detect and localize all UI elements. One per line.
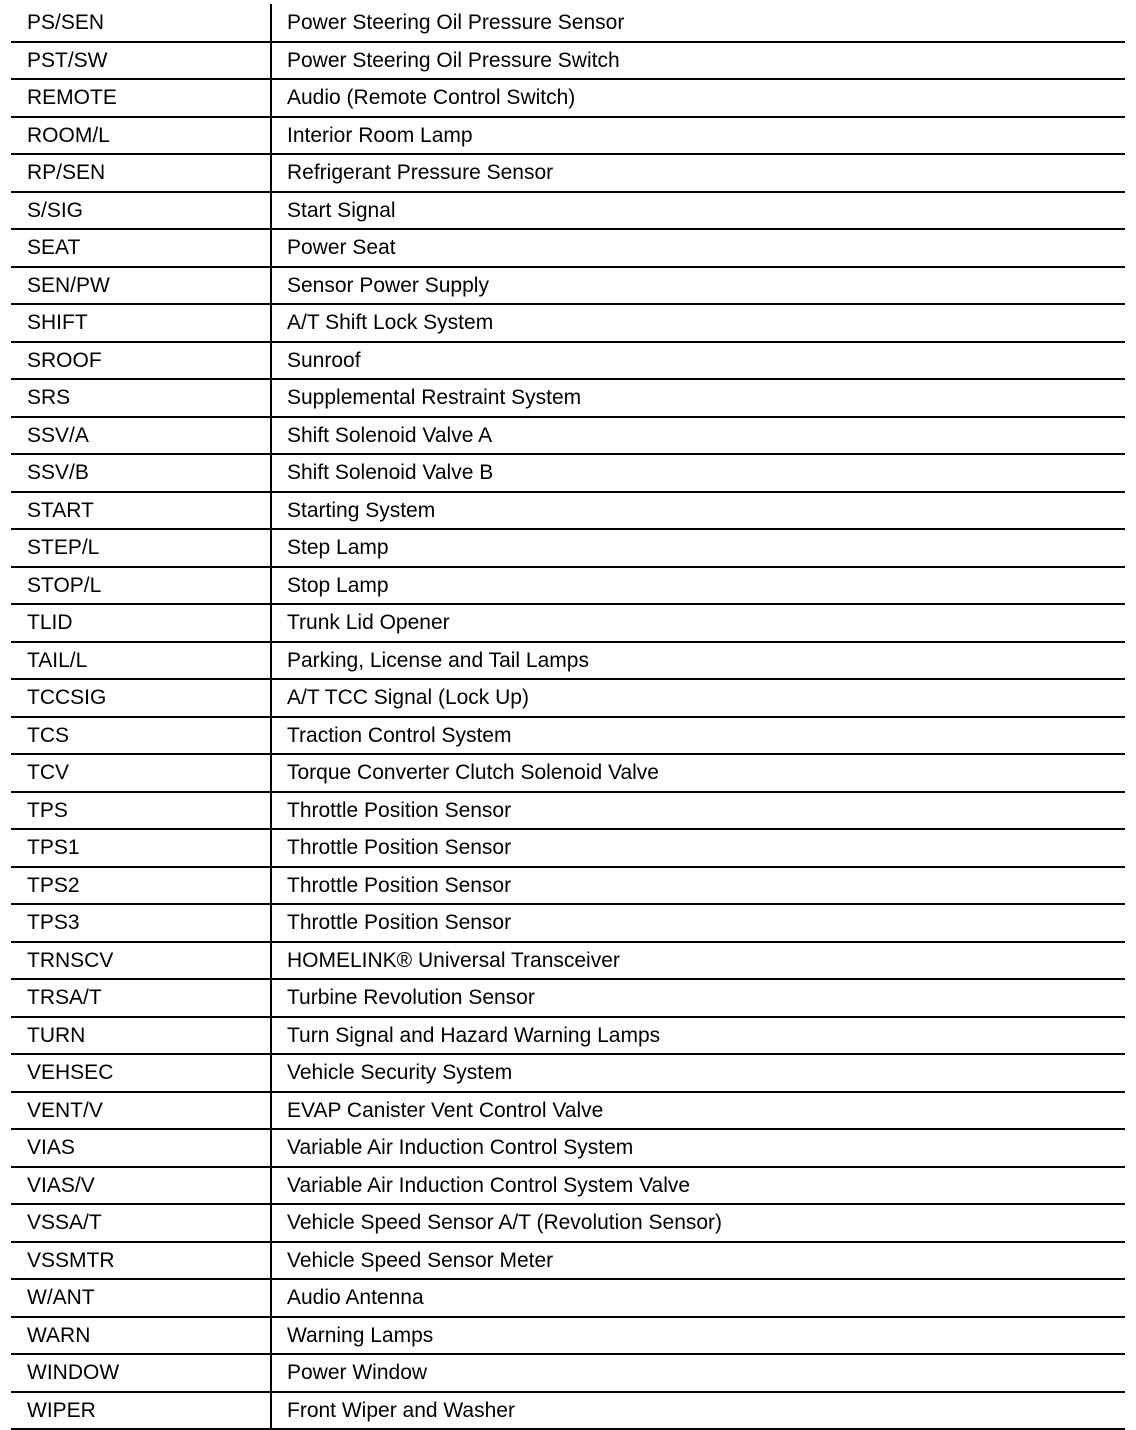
description-cell: Sunroof bbox=[271, 342, 1125, 380]
table-row bbox=[11, 42, 1125, 80]
abbreviation-cell: SSV/B bbox=[11, 454, 271, 492]
description-cell: Variable Air Induction Control System bbox=[271, 1129, 1125, 1167]
table-row bbox=[11, 492, 1125, 530]
table-row bbox=[11, 1092, 1125, 1130]
description-cell: A/T Shift Lock System bbox=[271, 304, 1125, 342]
abbreviation-cell: TPS bbox=[11, 792, 271, 830]
table-row bbox=[11, 79, 1125, 117]
abbreviation-cell: VSSA/T bbox=[11, 1204, 271, 1242]
table-row bbox=[11, 604, 1125, 642]
table-row bbox=[11, 342, 1125, 380]
description-cell: Stop Lamp bbox=[271, 567, 1125, 605]
table-row bbox=[11, 154, 1125, 192]
table-row bbox=[11, 1204, 1125, 1242]
table-row bbox=[11, 1167, 1125, 1205]
abbreviation-cell: TCS bbox=[11, 717, 271, 755]
table-row bbox=[11, 1392, 1125, 1430]
table-row bbox=[11, 304, 1125, 342]
description-cell: Power Window bbox=[271, 1354, 1125, 1392]
description-cell: Throttle Position Sensor bbox=[271, 792, 1125, 830]
description-cell: Shift Solenoid Valve A bbox=[271, 417, 1125, 455]
table-row bbox=[11, 1354, 1125, 1392]
description-cell: Power Steering Oil Pressure Sensor bbox=[271, 4, 1125, 42]
abbreviation-cell: SRS bbox=[11, 379, 271, 417]
table-row bbox=[11, 454, 1125, 492]
description-cell: Throttle Position Sensor bbox=[271, 867, 1125, 905]
table-row bbox=[11, 379, 1125, 417]
abbreviation-cell: SEAT bbox=[11, 229, 271, 267]
abbreviation-cell: SSV/A bbox=[11, 417, 271, 455]
description-cell: Turn Signal and Hazard Warning Lamps bbox=[271, 1017, 1125, 1055]
abbreviation-cell: VIAS bbox=[11, 1129, 271, 1167]
table-row bbox=[11, 904, 1125, 942]
description-cell: Warning Lamps bbox=[271, 1317, 1125, 1355]
table-row bbox=[11, 529, 1125, 567]
abbreviation-cell: W/ANT bbox=[11, 1279, 271, 1317]
description-cell: Audio Antenna bbox=[271, 1279, 1125, 1317]
abbreviation-cell: PST/SW bbox=[11, 42, 271, 80]
abbreviation-cell: S/SIG bbox=[11, 192, 271, 230]
abbreviation-cell: VEHSEC bbox=[11, 1054, 271, 1092]
abbreviation-table-container bbox=[11, 4, 1125, 1430]
description-cell: Supplemental Restraint System bbox=[271, 379, 1125, 417]
table-row bbox=[11, 229, 1125, 267]
table-row bbox=[11, 1242, 1125, 1280]
abbreviation-cell: TPS3 bbox=[11, 904, 271, 942]
abbreviation-cell: START bbox=[11, 492, 271, 530]
description-cell: Power Seat bbox=[271, 229, 1125, 267]
abbreviation-cell: SEN/PW bbox=[11, 267, 271, 305]
abbreviation-cell: VIAS/V bbox=[11, 1167, 271, 1205]
table-row bbox=[11, 1279, 1125, 1317]
description-cell: Starting System bbox=[271, 492, 1125, 530]
table-row bbox=[11, 717, 1125, 755]
description-cell: Turbine Revolution Sensor bbox=[271, 979, 1125, 1017]
table-row bbox=[11, 267, 1125, 305]
description-cell: Throttle Position Sensor bbox=[271, 829, 1125, 867]
table-row bbox=[11, 192, 1125, 230]
table-row bbox=[11, 567, 1125, 605]
abbreviation-cell: STOP/L bbox=[11, 567, 271, 605]
abbreviation-cell: VSSMTR bbox=[11, 1242, 271, 1280]
table-row bbox=[11, 4, 1125, 42]
table-row bbox=[11, 679, 1125, 717]
description-cell: Interior Room Lamp bbox=[271, 117, 1125, 155]
table-row bbox=[11, 792, 1125, 830]
description-cell: HOMELINK® Universal Transceiver bbox=[271, 942, 1125, 980]
description-cell: Step Lamp bbox=[271, 529, 1125, 567]
table-row bbox=[11, 642, 1125, 680]
description-cell: Torque Converter Clutch Solenoid Valve bbox=[271, 754, 1125, 792]
table-row bbox=[11, 829, 1125, 867]
description-cell: Front Wiper and Washer bbox=[271, 1392, 1125, 1430]
abbreviation-cell: TPS1 bbox=[11, 829, 271, 867]
abbreviation-cell: SROOF bbox=[11, 342, 271, 380]
table-row bbox=[11, 942, 1125, 980]
description-cell: Audio (Remote Control Switch) bbox=[271, 79, 1125, 117]
abbreviation-cell: STEP/L bbox=[11, 529, 271, 567]
table-row bbox=[11, 1017, 1125, 1055]
abbreviation-cell: TCV bbox=[11, 754, 271, 792]
table-row bbox=[11, 754, 1125, 792]
table-row bbox=[11, 1054, 1125, 1092]
description-cell: Sensor Power Supply bbox=[271, 267, 1125, 305]
abbreviation-cell: TRNSCV bbox=[11, 942, 271, 980]
abbreviation-cell: TRSA/T bbox=[11, 979, 271, 1017]
description-cell: Shift Solenoid Valve B bbox=[271, 454, 1125, 492]
abbreviation-cell: REMOTE bbox=[11, 79, 271, 117]
description-cell: Power Steering Oil Pressure Switch bbox=[271, 42, 1125, 80]
abbreviation-cell: WIPER bbox=[11, 1392, 271, 1430]
description-cell: Trunk Lid Opener bbox=[271, 604, 1125, 642]
abbreviation-cell: WINDOW bbox=[11, 1354, 271, 1392]
abbreviation-cell: PS/SEN bbox=[11, 4, 271, 42]
abbreviation-cell: VENT/V bbox=[11, 1092, 271, 1130]
table-row bbox=[11, 1129, 1125, 1167]
description-cell: Throttle Position Sensor bbox=[271, 904, 1125, 942]
description-cell: Refrigerant Pressure Sensor bbox=[271, 154, 1125, 192]
description-cell: Start Signal bbox=[271, 192, 1125, 230]
description-cell: Traction Control System bbox=[271, 717, 1125, 755]
description-cell: Vehicle Speed Sensor A/T (Revolution Sensor) bbox=[271, 1204, 1125, 1242]
description-cell: Vehicle Security System bbox=[271, 1054, 1125, 1092]
abbreviation-cell: WARN bbox=[11, 1317, 271, 1355]
abbreviation-cell: TAIL/L bbox=[11, 642, 271, 680]
description-cell: A/T TCC Signal (Lock Up) bbox=[271, 679, 1125, 717]
abbreviation-cell: SHIFT bbox=[11, 304, 271, 342]
table-row bbox=[11, 1317, 1125, 1355]
table-row bbox=[11, 867, 1125, 905]
abbreviation-cell: ROOM/L bbox=[11, 117, 271, 155]
abbreviation-cell: RP/SEN bbox=[11, 154, 271, 192]
description-cell: Vehicle Speed Sensor Meter bbox=[271, 1242, 1125, 1280]
description-cell: Variable Air Induction Control System Valve bbox=[271, 1167, 1125, 1205]
abbreviation-cell: TPS2 bbox=[11, 867, 271, 905]
abbreviation-cell: TLID bbox=[11, 604, 271, 642]
table-row bbox=[11, 417, 1125, 455]
abbreviation-table-body bbox=[11, 4, 1125, 1429]
description-cell: EVAP Canister Vent Control Valve bbox=[271, 1092, 1125, 1130]
abbreviation-table bbox=[11, 4, 1125, 1430]
abbreviation-cell: TURN bbox=[11, 1017, 271, 1055]
description-cell: Parking, License and Tail Lamps bbox=[271, 642, 1125, 680]
table-row bbox=[11, 979, 1125, 1017]
abbreviation-cell: TCCSIG bbox=[11, 679, 271, 717]
table-row bbox=[11, 117, 1125, 155]
